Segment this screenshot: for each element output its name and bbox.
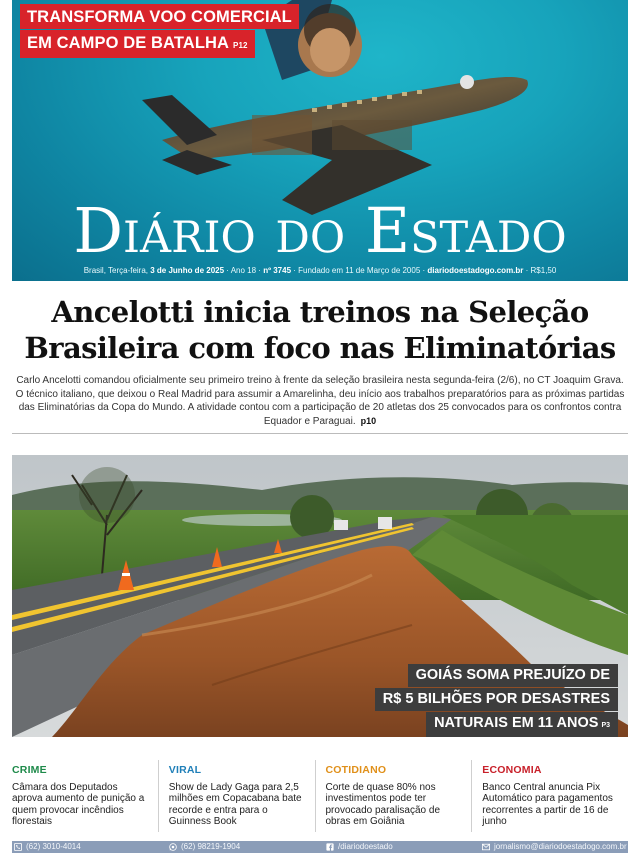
photo-caption-line2: R$ 5 BILHÕES POR DESASTRES xyxy=(375,688,618,711)
category-label: CRIME xyxy=(12,764,47,776)
facebook-handle: /diariodoestado xyxy=(338,842,393,851)
subline-price: · R$1,50 xyxy=(523,266,557,275)
phone-number: (62) 3010-4014 xyxy=(26,842,81,851)
whatsapp-icon xyxy=(169,843,177,851)
news-briefs xyxy=(12,760,628,832)
news-brief-economia[interactable] xyxy=(471,760,628,832)
masthead-subline xyxy=(12,266,628,275)
teaser-line2-text: EM CAMPO DE BATALHA xyxy=(27,34,230,52)
category-label: ECONOMIA xyxy=(482,764,542,776)
footer-whatsapp[interactable] xyxy=(169,841,240,853)
phone-icon xyxy=(14,843,22,851)
news-brief-crime[interactable] xyxy=(12,760,158,832)
category-label: COTIDIANO xyxy=(325,764,387,776)
newspaper-title: Diário do Estado xyxy=(73,194,567,267)
footer-facebook[interactable] xyxy=(326,841,393,853)
caption-page-ref: P3 xyxy=(601,722,610,729)
brief-text: Câmara dos Deputados aprova aumento de punição a quem provocar incêndios florestais xyxy=(12,782,145,828)
photo-caption-line3 xyxy=(426,712,618,737)
footer-contacts xyxy=(12,841,628,853)
lead-page-ref: p10 xyxy=(360,415,377,426)
facebook-icon xyxy=(326,843,334,851)
divider xyxy=(12,433,628,434)
masthead xyxy=(12,0,628,281)
brief-text: Show de Lady Gaga para 2,5 milhões em Copacabana bate recorde e entra para o Guinness Book xyxy=(168,782,302,828)
headline-line1: Ancelotti inicia treinos na Seleção xyxy=(51,295,589,329)
teaser-page-ref: P12 xyxy=(233,41,248,50)
teaser-headline-line1[interactable] xyxy=(20,4,299,29)
subline-site[interactable]: diariodoestadogo.com.br xyxy=(427,266,524,275)
email-icon xyxy=(482,843,490,851)
news-brief-viral[interactable] xyxy=(158,760,315,832)
subline-edition: nº 3745 xyxy=(263,266,292,275)
footer-phone[interactable] xyxy=(14,841,81,853)
subline-place: Brasil, Terça-feira, xyxy=(83,266,151,275)
subline-date: 3 de Junho de 2025 xyxy=(150,266,225,275)
brief-text: Banco Central anuncia Pix Automático para pagamentos recorrentes a partir de 16 de junho xyxy=(482,782,613,828)
lead-text: Carlo Ancelotti comandou oficialmente seu primeiro treino à frente da seleção brasileira nesta segunda-feira (2/6), no CT Joaquim Grava. O técnico italiano, que deixou o Real Madrid para assumir a Amarelinha, deu início aos trabalhos preparatórios para as próximas partidas das Eliminatórias da Copa do Mundo. A atividade contou com a participação de 20 atletas dos 25 convocados para os confrontos contra Equador e Paraguai. xyxy=(15,375,625,427)
email-address: jornalismo@diariodoestadogo.com.br xyxy=(494,842,627,851)
headline-line2: Brasileira com foco nas Eliminatórias xyxy=(24,331,616,365)
teaser-line1-text: TRANSFORMA VOO COMERCIAL xyxy=(27,8,292,26)
category-label: VIRAL xyxy=(168,764,202,776)
caption-line3-text: NATURAIS EM 11 ANOS xyxy=(434,715,599,731)
news-brief-cotidiano[interactable] xyxy=(315,760,472,832)
whatsapp-number: (62) 98219-1904 xyxy=(181,842,241,851)
lead-paragraph xyxy=(12,374,628,428)
main-headline[interactable] xyxy=(0,294,640,366)
brief-text: Corte de quase 80% nos investimentos pode ter provocado paralisação de obras em Goiânia xyxy=(325,782,441,828)
subline-founded: · Fundado em 11 de Março de 2005 · xyxy=(291,266,428,275)
footer-email[interactable] xyxy=(482,841,627,853)
landslide-photo[interactable] xyxy=(12,455,628,737)
teaser-headline-line2[interactable] xyxy=(20,30,255,58)
subline-year: · Ano 18 · xyxy=(224,266,264,275)
photo-caption-line1: GOIÁS SOMA PREJUÍZO DE xyxy=(408,664,618,687)
